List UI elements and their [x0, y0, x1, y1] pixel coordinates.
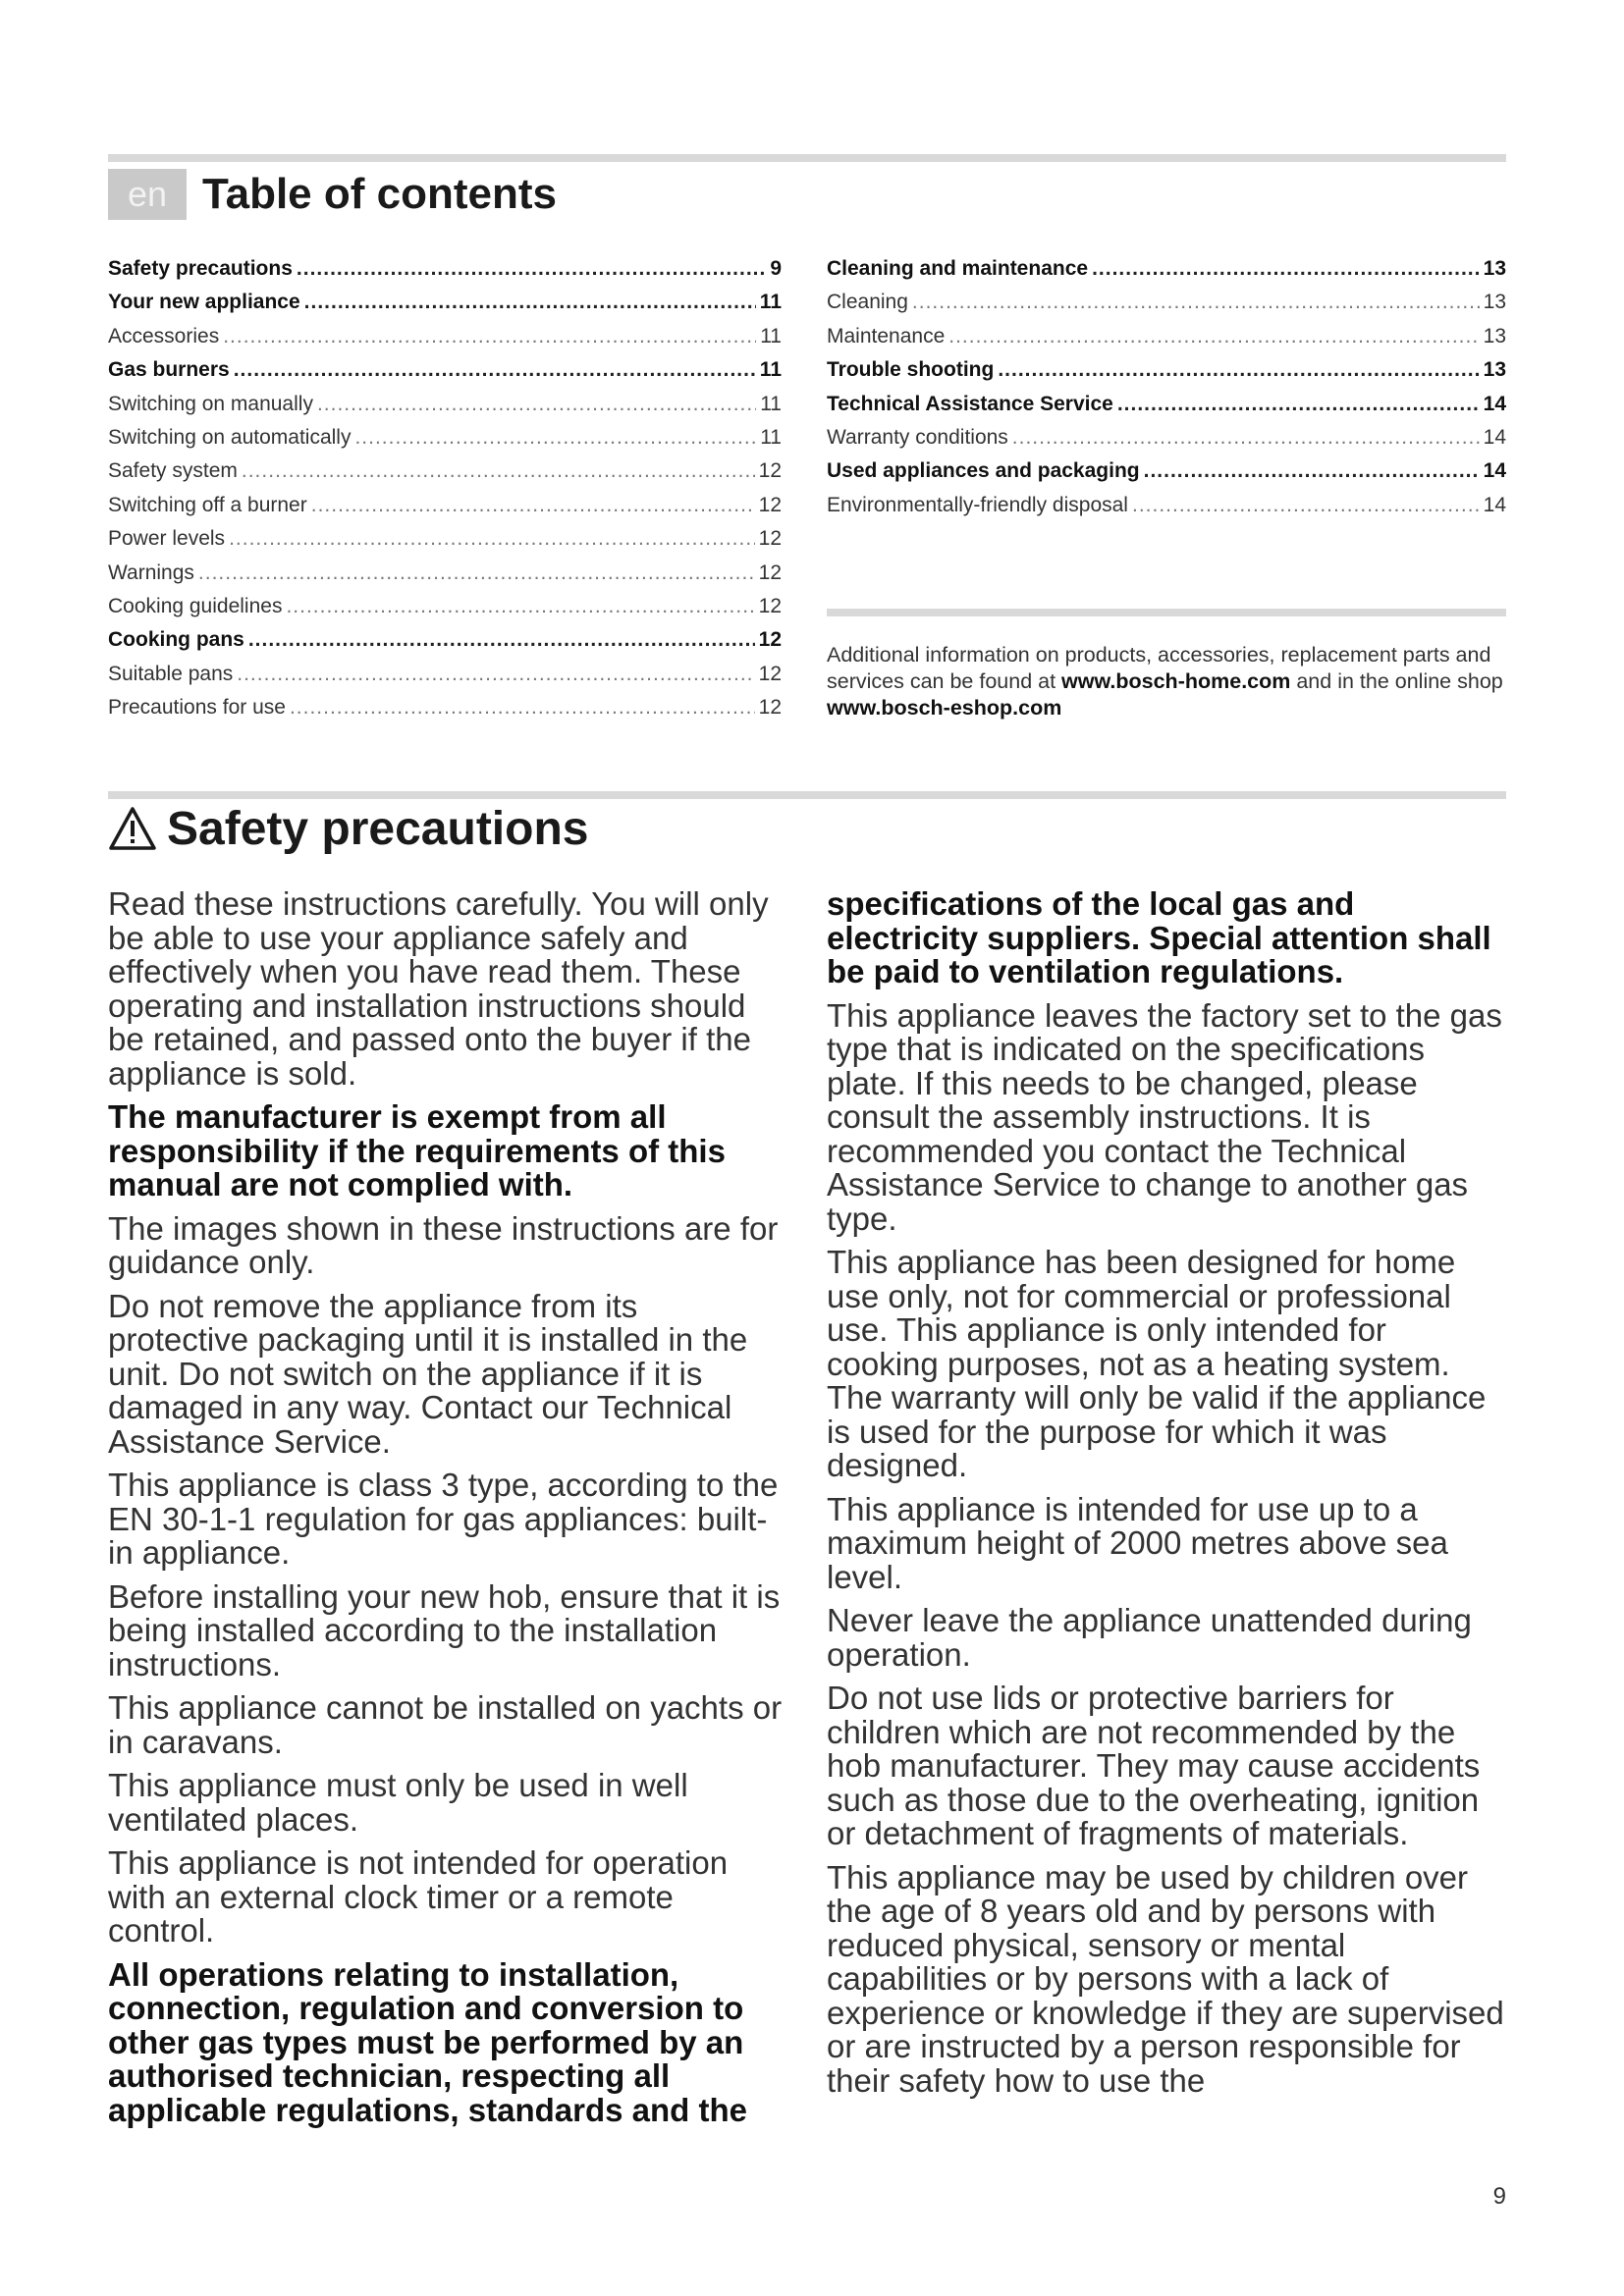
toc-entry[interactable]: Power levels ..... 12 — [108, 527, 782, 561]
toc-entry[interactable]: Safety precautions ..... 9 — [108, 257, 782, 291]
paragraph: This appliance may be used by children over the age of 8 years old and by persons with reduced physical, sensory or mental capabilities or by persons with a lack of experience or knowledge if they are supervised or are instructed by a person responsible for their safety how to use the — [827, 1858, 1504, 2099]
paragraph: The images shown in these instructions are for guidance only. — [108, 1209, 779, 1280]
paragraph: Before installing your new hob, ensure that it is being installed according to the installation instructions. — [108, 1577, 781, 1682]
toc-entry[interactable]: Trouble shooting ..... 13 — [827, 358, 1506, 392]
toc-entry[interactable]: Cooking guidelines ..... 12 — [108, 595, 782, 628]
toc-entry[interactable]: Warranty conditions ..... 14 — [827, 426, 1506, 459]
toc-entry[interactable]: Safety system ..... 12 — [108, 459, 782, 493]
warning-triangle-icon — [108, 806, 157, 851]
safety-heading — [108, 800, 588, 857]
paragraph: specifications of the local gas and electricity suppliers. Special attention shall be paid to ventilation regulations. — [827, 885, 1491, 989]
paragraph: This appliance leaves the factory set to the gas type that is indicated on the specifications plate. If this needs to be changed, please consult the assembly instructions. It is recommended you contact the Technical Assistance Service to change to another gas type. — [827, 996, 1502, 1237]
paragraph: The manufacturer is exempt from all responsibility if the requirements of this manual are not complied with. — [108, 1098, 726, 1202]
language-badge: en — [108, 169, 187, 220]
toc-entry[interactable]: Environmentally-friendly disposal ..... 14 — [827, 494, 1506, 527]
toc-entry[interactable]: Gas burners ..... 11 — [108, 358, 782, 392]
toc-left-column — [108, 257, 782, 729]
safety-left-column — [108, 887, 785, 2137]
toc-entry[interactable]: Switching on automatically ..... 11 — [108, 426, 782, 459]
toc-entry[interactable]: Accessories ..... 11 — [108, 325, 782, 358]
toc-entry[interactable]: Cleaning and maintenance ..... 13 — [827, 257, 1506, 291]
bosch-home-link[interactable]: www.bosch-home.com — [1061, 669, 1291, 693]
section-divider — [108, 791, 1506, 799]
toc-entry[interactable]: Cleaning ..... 13 — [827, 291, 1506, 324]
paragraph: This appliance is class 3 type, according to the EN 30-1-1 regulation for gas appliances: built-in appliance. — [108, 1467, 779, 1571]
paragraph: Read these instructions carefully. You will only be able to use your appliance safely and effectively when you have read them. These operating and installation instructions should be retained, and passed onto the buyer if the appliance is sold. — [108, 885, 769, 1092]
toc-entry[interactable]: Switching off a burner ..... 12 — [108, 494, 782, 527]
toc-entry[interactable]: Suitable pans ..... 12 — [108, 663, 782, 696]
paragraph: This appliance cannot be installed on yachts or in caravans. — [108, 1689, 783, 1760]
additional-info-note: Additional information on products, accessories, replacement parts and services can be found at www.bosch-home.com and in the online shop www.bosch-eshop.com — [827, 643, 1503, 720]
toc-entry[interactable]: Technical Assistance Service ..... 14 — [827, 393, 1506, 426]
page-number: 9 — [1492, 2183, 1506, 2210]
paragraph: Never leave the appliance unattended during operation. — [827, 1602, 1472, 1673]
top-divider — [108, 154, 1506, 162]
toc-entry[interactable]: Warnings ..... 12 — [108, 561, 782, 595]
toc-entry[interactable]: Used appliances and packaging ..... 14 — [827, 459, 1506, 493]
toc-right-column — [827, 257, 1506, 527]
bosch-eshop-link[interactable]: www.bosch-eshop.com — [827, 696, 1062, 720]
paragraph: Do not use lids or protective barriers for children which are not recommended by the hob manufacturer. They may cause accidents such as those due to the overheating, ignition or detachment of fragments of materials. — [827, 1680, 1481, 1851]
paragraph: This appliance has been designed for home use only, not for commercial or professional use. This appliance is only intended for cooking purposes, not as a heating system. The warranty will only be valid if the appliance is used for the purpose for which it was designed. — [827, 1244, 1487, 1483]
paragraph: This appliance is not intended for operation with an external clock timer or a remote control. — [108, 1844, 729, 1949]
safety-title: Safety precautions — [167, 802, 589, 855]
toc-heading — [108, 169, 557, 220]
toc-entry[interactable]: Switching on manually ..... 11 — [108, 393, 782, 426]
toc-entry[interactable]: Precautions for use ..... 12 — [108, 696, 782, 729]
toc-entry[interactable]: Cooking pans ..... 12 — [108, 628, 782, 662]
toc-entry[interactable]: Your new appliance ..... 11 — [108, 291, 782, 324]
paragraph: This appliance is intended for use up to a maximum height of 2000 metres above sea level. — [827, 1490, 1448, 1595]
paragraph: All operations relating to installation, connection, regulation and conversion to other gas types must be performed by an authorised technician, respecting all applicable regulations, standards and the — [108, 1955, 747, 2128]
toc-entry[interactable]: Maintenance ..... 13 — [827, 325, 1506, 358]
safety-right-column — [827, 887, 1504, 2108]
paragraph: This appliance must only be used in well ventilated places. — [108, 1767, 688, 1838]
note-divider — [827, 609, 1506, 616]
paragraph: Do not remove the appliance from its protective packaging until it is installed in the unit. Do not switch on the appliance if it is damaged in any way. Contact our Technical Assistance Service. — [108, 1287, 748, 1460]
toc-title: Table of contents — [202, 170, 557, 218]
